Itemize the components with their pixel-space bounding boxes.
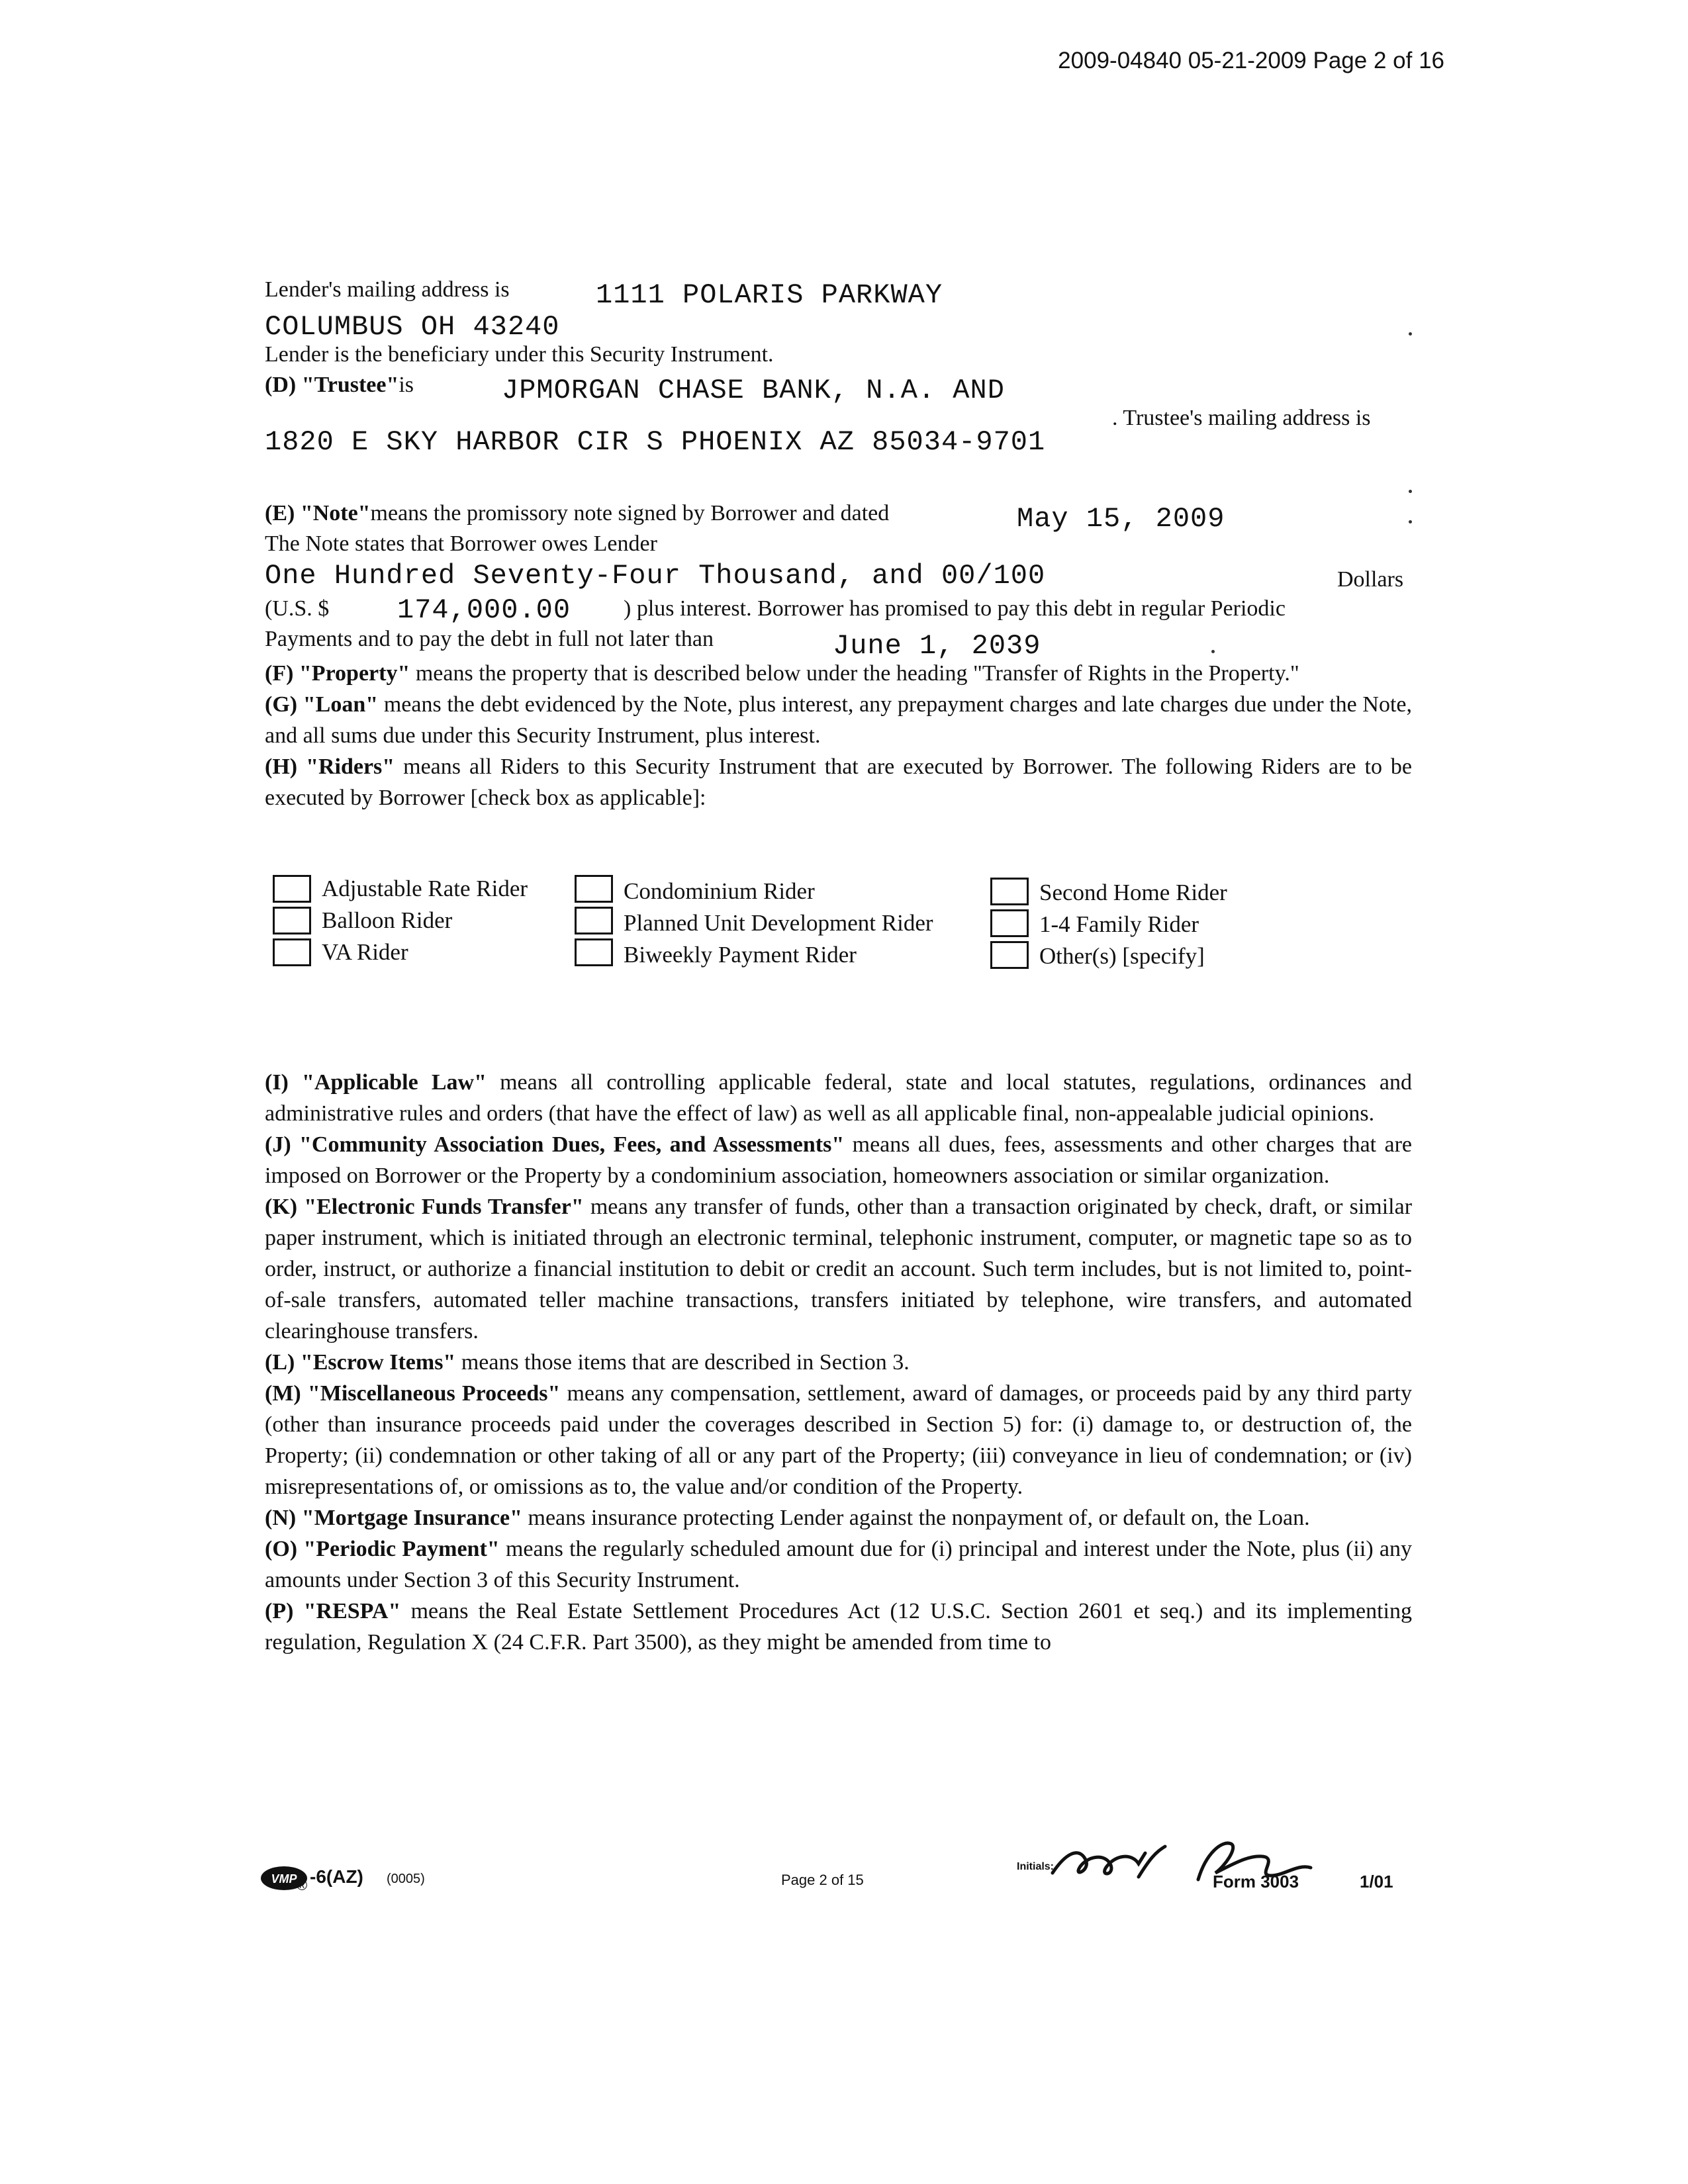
biweekly-payment-rider-checkbox[interactable] — [575, 938, 613, 966]
note-amount: 174,000.00 — [397, 594, 571, 626]
planned-unit-development-rider-checkbox[interactable] — [575, 907, 613, 934]
electronic-funds-transfer-definition: (K) "Electronic Funds Transfer" means any transfer of funds, other than a transaction originated by check, draft, or similar paper instrument, which is initiated through an electronic terminal, telephonic instrument, computer, or magnetic tape so as to order, instruct, or authorize a financial institution to debit or credit an account. Such term includes, but is not limited to, point-of-sale transfers, automated teller machine transactions, transfers initiated by telephone, wire transfers, and automated clearinghouse transfers. — [265, 1195, 1413, 1343]
note-us-label: (U.S. $ — [265, 596, 330, 621]
planned-unit-development-rider-label: Planned Unit Development Rider — [624, 910, 933, 936]
periodic-payment-definition: (O) "Periodic Payment" means the regularly scheduled amount due for (i) principal and interest under the Note, plus (ii) any amounts under Section 3 of this Security Instrument. — [265, 1537, 1413, 1592]
miscellaneous-proceeds-definition: (M) "Miscellaneous Proceeds" means any compensation, settlement, award of damages, or proceeds paid by any third party (other than insurance proceeds paid under the coverages described in Section 5) for: (i) damage to, or destruction of, the Property; (ii) condemnation or other taking of all or any part of the Property; (iii) conveyance in lieu of condemnation; or (iv) misrepresentations of, or omissions as to, the value and/or condition of the Property. — [265, 1381, 1412, 1499]
community-association-dues-definition: (J) "Community Association Dues, Fees, and Assessments" means all dues, fees, assessments and other charges that are imposed on Borrower or the Property by a condominium association, homeowners association or similar organization. — [265, 1132, 1413, 1188]
trustee-definition — [265, 372, 414, 398]
definitions-i-through-p — [265, 1067, 1412, 1658]
blank-dot — [1211, 650, 1215, 653]
lender-address-line1: 1111 POLARIS PARKWAY — [596, 279, 943, 311]
escrow-items-definition: (L) "Escrow Items" means those items that are described in Section 3. — [265, 1350, 910, 1375]
riders-definition: (H) "Riders" means all Riders to this Security Instrument that are executed by Borrower. The following Riders are to be executed by Borrower [check box as applicable]: — [265, 754, 1413, 810]
form-date: 1/01 — [1360, 1872, 1393, 1891]
form-number: Form 3003 — [1213, 1872, 1299, 1891]
trustee-letter: (D) — [265, 373, 297, 397]
note-interest-text: ) plus interest. Borrower has promised to pay this debt in regular Periodic — [624, 596, 1286, 621]
lender-mailing-label: Lender's mailing address is — [265, 277, 510, 302]
applicable-law-definition: (I) "Applicable Law" means all controlling applicable federal, state and local statutes, regulations, ordinances and administrative rules and orders (that have the effect of law) as well as all applicable final, non-appealable judicial opinions. — [265, 1070, 1413, 1126]
trustee-is-text: is — [399, 373, 414, 397]
blank-dot — [1409, 520, 1412, 523]
property-definition: (F) "Property" means the property that is described below under the heading "Transfer of Rights in the Property." — [265, 661, 1299, 686]
one-four-family-rider-checkbox[interactable] — [990, 909, 1029, 937]
second-home-rider-label: Second Home Rider — [1039, 880, 1227, 905]
trustee-mailing-label: . Trustee's mailing address is — [1112, 406, 1371, 430]
definitions-f-g-h — [265, 658, 1412, 813]
form-revision: (0005) — [387, 1872, 425, 1886]
loan-definition: (G) "Loan" means the debt evidenced by the Note, plus interest, any prepayment charges and late charges due under the Note, and all sums due under this Security Instrument, plus interest. — [265, 692, 1413, 748]
biweekly-payment-rider-label: Biweekly Payment Rider — [624, 942, 857, 968]
va-rider-label: VA Rider — [322, 939, 408, 965]
other-rider-label: Other(s) [specify] — [1039, 943, 1205, 969]
second-home-rider-checkbox[interactable] — [990, 878, 1029, 905]
balloon-rider-checkbox[interactable] — [273, 907, 311, 934]
note-dollars-label: Dollars — [1337, 567, 1404, 592]
lender-beneficiary-text: Lender is the beneficiary under this Security Instrument. — [265, 342, 774, 367]
balloon-rider-label: Balloon Rider — [322, 907, 453, 933]
va-rider-checkbox[interactable] — [273, 938, 311, 966]
form-code: -6(AZ) — [310, 1866, 363, 1887]
trustee-name: JPMORGAN CHASE BANK, N.A. AND — [502, 375, 1005, 406]
note-amount-words: One Hundred Seventy-Four Thousand, and 00/100 — [265, 560, 1046, 592]
footer-page-number: Page 2 of 15 — [781, 1872, 864, 1888]
condominium-rider-checkbox[interactable] — [575, 875, 613, 903]
note-payment-text: Payments and to pay the debt in full not later than — [265, 627, 714, 651]
registered-mark: ® — [297, 1877, 308, 1893]
condominium-rider-label: Condominium Rider — [624, 878, 815, 904]
other-rider-checkbox[interactable] — [990, 941, 1029, 969]
one-four-family-rider-label: 1-4 Family Rider — [1039, 911, 1199, 937]
mortgage-insurance-definition: (N) "Mortgage Insurance" means insurance protecting Lender against the nonpayment of, or default on, the Loan. — [265, 1506, 1310, 1530]
note-term: "Note" — [300, 501, 371, 525]
note-owes-text: The Note states that Borrower owes Lender — [265, 531, 657, 556]
trustee-term: "Trustee" — [301, 373, 399, 397]
note-letter: (E) — [265, 501, 295, 525]
trustee-address: 1820 E SKY HARBOR CIR S PHOENIX AZ 85034-9701 — [265, 426, 1046, 458]
respa-definition: (P) "RESPA" means the Real Estate Settlement Procedures Act (12 U.S.C. Section 2601 et seq.) and its implementing regulation, Regulation X (24 C.F.R. Part 3500), as they might be amended from time to — [265, 1599, 1412, 1655]
note-date: May 15, 2009 — [1017, 503, 1225, 535]
lender-address-line2: COLUMBUS OH 43240 — [265, 311, 560, 343]
adjustable-rate-rider-label: Adjustable Rate Rider — [322, 876, 528, 901]
blank-dot — [1409, 332, 1412, 336]
svg-text:VMP: VMP — [271, 1872, 297, 1886]
note-maturity-date: June 1, 2039 — [833, 630, 1041, 662]
note-definition-line1: (E) "Note"means the promissory note signed by Borrower and dated — [265, 501, 890, 525]
recording-stamp: 2009-04840 05-21-2009 Page 2 of 16 — [1058, 48, 1444, 73]
blank-dot — [1409, 490, 1412, 493]
adjustable-rate-rider-checkbox[interactable] — [273, 875, 311, 903]
initials-label: Initials: — [1017, 1861, 1055, 1872]
